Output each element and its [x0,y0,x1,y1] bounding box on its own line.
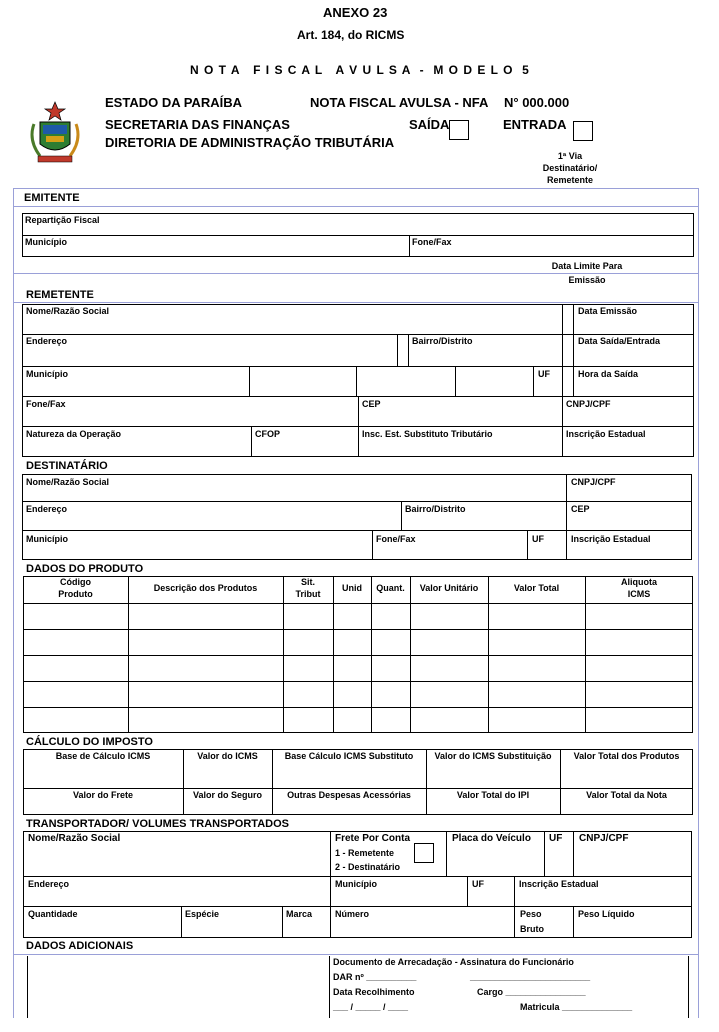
rule [22,530,692,531]
emitente-fone-field[interactable]: Fone/Fax [412,237,452,247]
col-valor-total: Valor Total [513,583,560,593]
rule [409,235,410,257]
secretaria-label: SECRETARIA DAS FINANÇAS [105,117,290,132]
rule [22,235,694,236]
rule [13,206,699,207]
destinatario-nome-field[interactable]: Nome/Razão Social [26,477,110,487]
rule [401,501,402,530]
rule [455,366,456,396]
rule [23,707,693,708]
col-aliquota-1: Aliquota [621,577,657,587]
via-line-3: Remetente [546,175,593,185]
rule [566,474,567,560]
cargo-field[interactable]: Cargo ________________ [477,987,586,997]
especie-field[interactable]: Espécie [185,909,220,919]
data-emissao-field[interactable]: Data Emissão [578,306,638,316]
rule [23,906,692,907]
remetente-municipio-field[interactable]: Município [26,369,68,379]
coat-of-arms-emblem [26,100,84,166]
valor-icms-subst-field[interactable]: Valor do ICMS Substituição [434,751,552,761]
rule [573,906,574,938]
col-codigo-1: Código [60,577,91,587]
base-substituto-field[interactable]: Base Cálculo ICMS Substituto [284,751,414,761]
frete-destinatario-option: 2 - Destinatário [335,862,401,872]
remetente-cep-field[interactable]: CEP [362,399,381,409]
frete-remetente-option: 1 - Remetente [335,848,395,858]
rule [27,956,28,1018]
rule [23,876,692,877]
rule [488,576,489,733]
valor-ipi-field[interactable]: Valor Total do IPI [456,790,530,800]
form-frame-top [13,188,699,189]
remetente-bairro-field[interactable]: Bairro/Distrito [412,336,473,346]
quantidade-field[interactable]: Quantidade [28,909,78,919]
destinatario-cnpj-field[interactable]: CNPJ/CPF [571,477,616,487]
rule [410,576,411,733]
rule [23,788,693,789]
form-title: N O T A F I S C A L A V U L S A - M O D E L O 5 [190,63,530,77]
rule [22,334,562,335]
data-limite-label: Data Limite Para [551,261,623,271]
transportador-endereco-field[interactable]: Endereço [28,879,70,889]
date-blanks-field[interactable]: ___ / _____ / ____ [333,1002,409,1012]
rule [562,366,694,367]
rule [573,304,574,396]
remetente-cnpj-field[interactable]: CNPJ/CPF [566,399,611,409]
rule [22,366,562,367]
rule [333,576,334,733]
transportador-uf2-field[interactable]: UF [472,879,484,889]
article-reference: Art. 184, do RICMS [297,28,405,42]
col-quant: Quant. [376,583,405,593]
annex-title: ANEXO 23 [323,5,388,20]
rule [533,366,534,396]
transportador-uf-field[interactable]: UF [549,833,563,844]
rule [128,576,129,733]
rule [372,530,373,560]
rule [249,366,250,396]
form-frame-left [13,188,14,1018]
rule [329,956,330,1018]
assinatura-line[interactable]: ________________________ [470,972,591,982]
rule [22,501,692,502]
nfa-label: NOTA FISCAL AVULSA - NFA [310,95,489,110]
peso-bruto-label-1[interactable]: Peso [520,909,542,919]
destinatario-fone-field[interactable]: Fone/Fax [376,534,416,544]
data-saida-field[interactable]: Data Saída/Entrada [578,336,661,346]
entrada-checkbox[interactable] [573,121,593,141]
remetente-fone-field[interactable]: Fone/Fax [26,399,66,409]
col-sit-2: Tribut [295,589,321,599]
rule [13,302,699,303]
section-destinatario: DESTINATÁRIO [26,460,108,472]
destinatario-cep-field[interactable]: CEP [571,504,590,514]
transportador-insc-estadual-field[interactable]: Inscrição Estadual [519,879,599,889]
destinatario-insc-estadual-field[interactable]: Inscrição Estadual [571,534,651,544]
marca-field[interactable]: Marca [286,909,313,919]
nfa-number: N° 000.000 [504,95,570,110]
rule [330,831,331,938]
transportador-municipio-field[interactable]: Município [335,879,377,889]
rule [688,956,689,1018]
entrada-label: ENTRADA [503,117,567,132]
rule [23,629,693,630]
peso-liquido-field[interactable]: Peso Líquido [578,909,635,919]
cfop-field[interactable]: CFOP [255,429,281,439]
destinatario-bairro-field[interactable]: Bairro/Distrito [405,504,466,514]
rule [283,576,284,733]
matricula-field[interactable]: Matricula ______________ [520,1002,633,1012]
insc-substituto-field[interactable]: Insc. Est. Substituto Tributário [362,429,493,439]
remetente-nome-field[interactable]: Nome/Razão Social [26,306,110,316]
remetente-endereco-field[interactable]: Endereço [26,336,68,346]
section-emitente: EMITENTE [24,192,80,204]
emitente-municipio-field[interactable]: Município [25,237,67,247]
col-aliquota-2: ICMS [627,589,651,599]
rule [408,334,409,366]
frete-checkbox[interactable] [414,843,434,863]
col-valor-unitario: Valor Unitário [419,583,479,593]
rule [371,576,372,733]
col-codigo-2: Produto [58,589,93,599]
col-unid: Unid [342,583,362,593]
destinatario-endereco-field[interactable]: Endereço [26,504,68,514]
peso-bruto-label-2: Bruto [520,924,544,934]
rule [13,273,699,274]
hora-saida-field[interactable]: Hora da Saída [578,369,639,379]
frete-conta-label: Frete Por Conta [335,833,411,844]
rule [562,304,563,457]
data-recolhimento-label: Data Recolhimento [333,987,415,997]
outras-despesas-field[interactable]: Outras Despesas Acessórias [287,790,411,800]
rule [356,366,357,396]
destinatario-municipio-field[interactable]: Município [26,534,68,544]
valor-frete-field[interactable]: Valor do Frete [72,790,134,800]
emissao-label: Emissão [568,275,606,285]
rule [23,603,693,604]
base-icms-field[interactable]: Base de Cálculo ICMS [55,751,151,761]
rule [527,530,528,560]
saida-label: SAÍDA [409,117,450,132]
section-calculo: CÁLCULO DO IMPOSTO [26,736,153,748]
transportador-nome-field[interactable]: Nome/Razão Social [28,833,121,844]
reparticao-field[interactable]: Repartição Fiscal [25,215,100,225]
rule [23,681,693,682]
rule [397,334,398,366]
rule [544,831,545,876]
rule [585,576,586,733]
valor-total-produtos-field[interactable]: Valor Total dos Produtos [573,751,680,761]
col-descricao: Descrição dos Produtos [153,583,258,593]
diretoria-label: DIRETORIA DE ADMINISTRAÇÃO TRIBUTÁRIA [105,135,395,150]
documento-arrecadacao-label: Documento de Arrecadação - Assinatura do Funcionário [333,957,574,967]
rule [251,426,252,457]
valor-total-nota-field[interactable]: Valor Total da Nota [586,790,667,800]
rule [446,831,447,876]
transportador-cnpj-field[interactable]: CNPJ/CPF [579,833,629,844]
rule [562,334,694,335]
rule [358,396,359,457]
section-produtos: DADOS DO PRODUTO [26,563,144,575]
section-remetente: REMETENTE [26,289,94,301]
natureza-operacao-field[interactable]: Natureza da Operação [26,429,122,439]
destinatario-uf-field[interactable]: UF [532,534,544,544]
form-frame-right [698,188,699,1018]
rule [13,954,699,955]
section-adicionais: DADOS ADICIONAIS [26,940,134,952]
rule [467,876,468,906]
valor-seguro-field[interactable]: Valor do Seguro [192,790,262,800]
via-line-2: Destinatário/ [542,163,598,173]
numero-field[interactable]: Número [335,909,370,919]
state-name: ESTADO DA PARAÍBA [105,95,242,110]
valor-icms-field[interactable]: Valor do ICMS [197,751,258,761]
rule [573,831,574,876]
via-line-1: 1ª Via [557,151,583,161]
section-transportador: TRANSPORTADOR/ VOLUMES TRANSPORTADOS [26,818,289,830]
rule [23,655,693,656]
remetente-insc-estadual-field[interactable]: Inscrição Estadual [566,429,646,439]
dar-field[interactable]: DAR nº __________ [333,972,417,982]
col-sit-1: Sit. [300,577,315,587]
rule [282,906,283,938]
remetente-uf-field[interactable]: UF [538,369,550,379]
placa-veiculo-field[interactable]: Placa do Veículo [452,833,531,844]
rule [181,906,182,938]
rule [514,876,515,938]
saida-checkbox[interactable] [449,120,469,140]
